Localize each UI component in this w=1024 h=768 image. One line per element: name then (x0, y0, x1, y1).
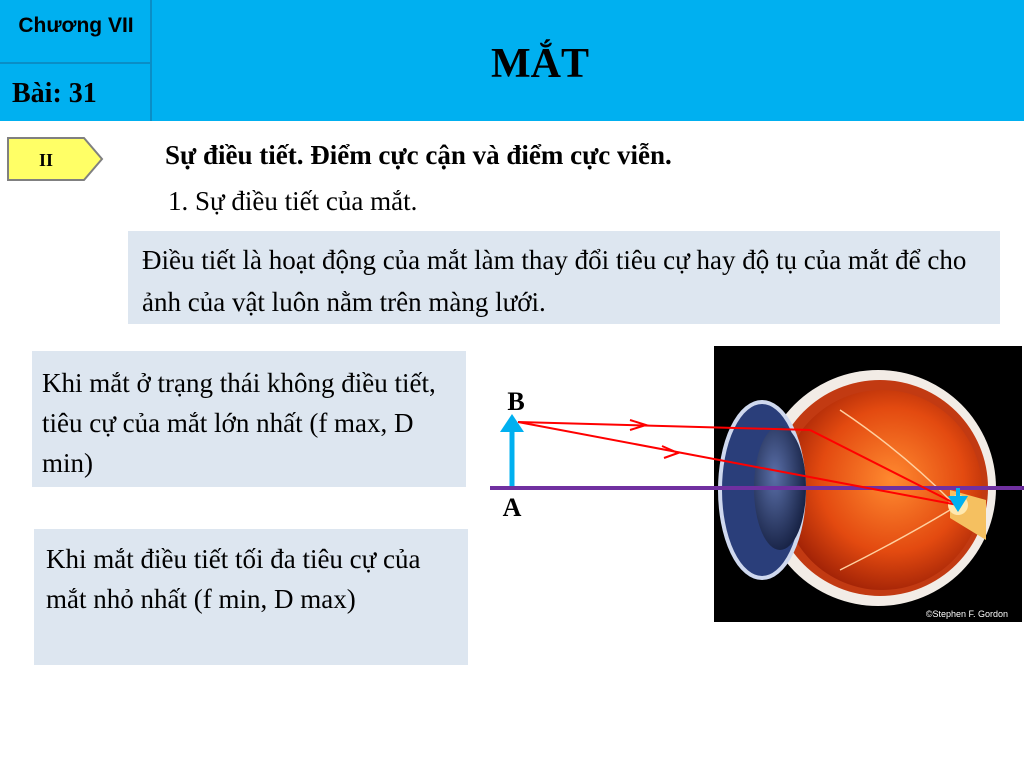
note-box-accommodated: Khi mắt điều tiết tối đa tiêu cự của mắt nhỏ nhất (f min, D max) (34, 529, 468, 665)
label-b: B (507, 387, 525, 416)
section-subheading: 1. Sự điều tiết của mắt. (168, 186, 418, 216)
lesson-label: Bài: 31 (12, 78, 97, 109)
photo-credit: ©Stephen F. Gordon (925, 609, 1008, 619)
section-heading: Sự điều tiết. Điểm cực cận và điểm cực viễn. (165, 140, 672, 170)
eye-diagram (480, 340, 1024, 635)
section-tag-label: II (38, 150, 54, 170)
chapter-label: Chương VII (18, 14, 134, 37)
label-a: A (502, 493, 522, 522)
page-title: MẮT (491, 41, 589, 87)
section-tag (6, 136, 106, 187)
definition-box: Điều tiết là hoạt động của mắt làm thay đổi tiêu cự hay độ tụ của mắt để cho ảnh của vật luôn nằm trên màng lưới. (128, 231, 1000, 324)
note-box-relaxed: Khi mắt ở trạng thái không điều tiết, tiêu cự của mắt lớn nhất (f max, D min) (32, 351, 466, 487)
